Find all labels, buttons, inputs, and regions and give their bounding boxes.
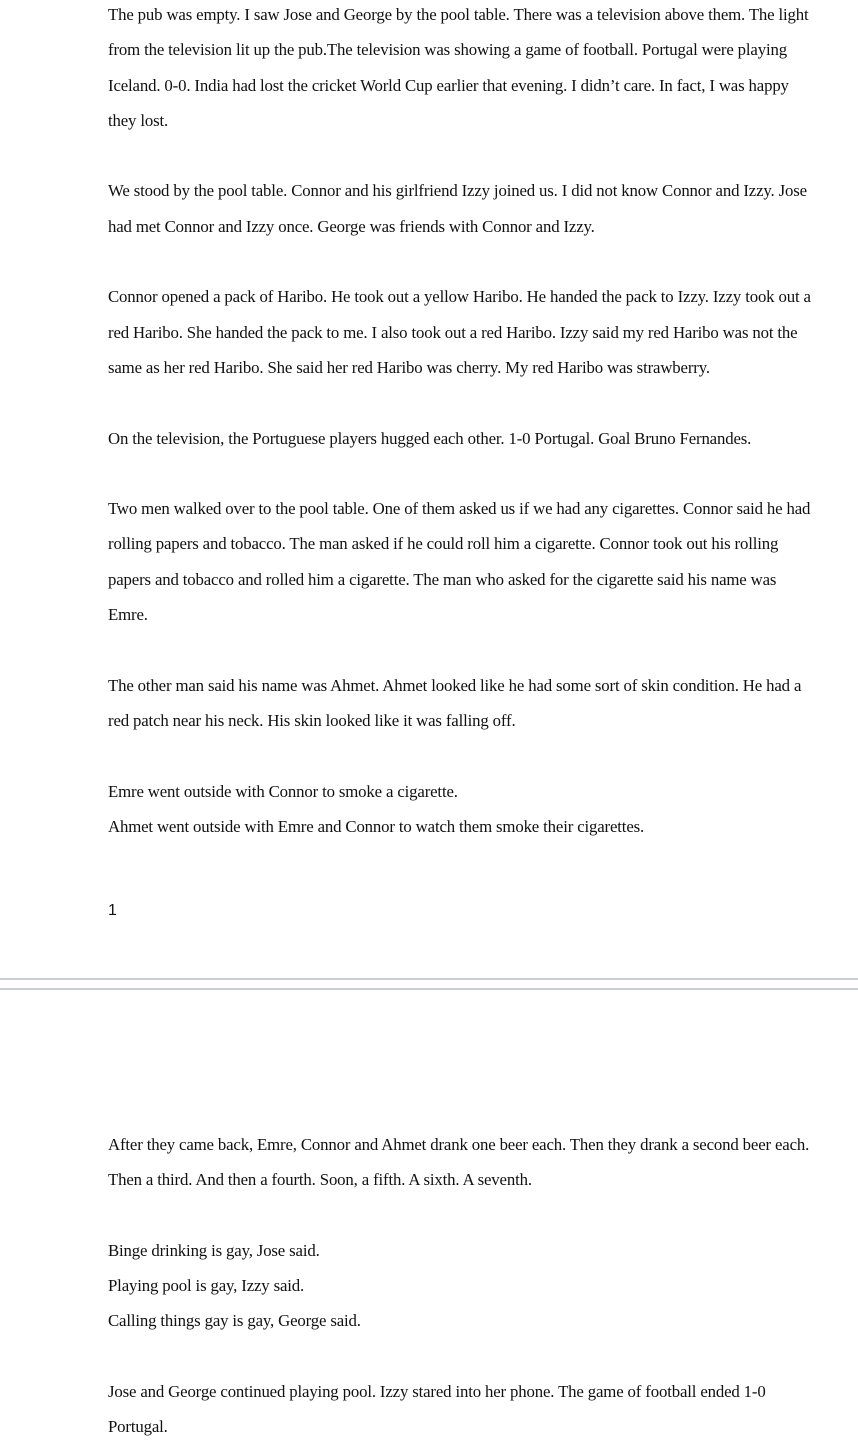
paragraph: The other man said his name was Ahmet. Ahmet looked like he had some sort of skin condition. He had a red patch near his neck. His skin looked like it was falling off. <box>108 675 802 730</box>
page-1-body <box>108 0 818 844</box>
paragraph: Jose and George continued playing pool. Izzy stared into her phone. The game of football ended 1-0 Portugal. <box>108 1382 766 1437</box>
paragraph: Calling things gay is gay, George said. <box>108 1311 361 1331</box>
paragraph: On the television, the Portuguese players hugged each other. 1-0 Portugal. Goal Bruno Fernandes. <box>108 428 752 448</box>
page-number: 1 <box>108 902 117 919</box>
page-2-body <box>108 1127 818 1445</box>
paragraph: Two men walked over to the pool table. One of them asked us if we had any cigarettes. Connor said he had rolling papers and tobacco. The man asked if he could roll him a cigarette. Connor took out his rolling papers and tobacco and rolled him a cigarette. The man who asked for the cigarette said his name was Emre. <box>108 499 811 625</box>
paragraph: We stood by the pool table. Connor and his girlfriend Izzy joined us. I did not know Connor and Izzy. Jose had met Connor and Izzy once. George was friends with Connor and Izzy. <box>108 181 807 236</box>
paragraph: Binge drinking is gay, Jose said. <box>108 1240 320 1260</box>
paragraph: Ahmet went outside with Emre and Connor to watch them smoke their cigarettes. <box>108 816 645 836</box>
paragraph: Emre went outside with Connor to smoke a cigarette. <box>108 781 458 801</box>
page-break-divider <box>0 978 858 990</box>
paragraph: Connor opened a pack of Haribo. He took out a yellow Haribo. He handed the pack to Izzy. Izzy took out a red Haribo. She handed the pack to me. I also took out a red Haribo. Izzy said my red Haribo was not the same as her red Haribo. She said her red Haribo was cherry. My red Haribo was strawberry. <box>108 287 811 377</box>
document-page-2 <box>0 990 858 1450</box>
paragraph: After they came back, Emre, Connor and Ahmet drank one beer each. Then they drank a second beer each. Then a third. And then a fourth. Soon, a fifth. A sixth. A seventh. <box>108 1135 810 1190</box>
paragraph: Playing pool is gay, Izzy said. <box>108 1276 305 1296</box>
paragraph: The pub was empty. I saw Jose and George by the pool table. There was a television above them. The light from the television lit up the pub.The television was showing a game of football. Portugal were playing Iceland. 0-0. India had lost the cricket World Cup earlier that evening. I didn’t care. In fact, I was happy they lost. <box>108 5 809 130</box>
